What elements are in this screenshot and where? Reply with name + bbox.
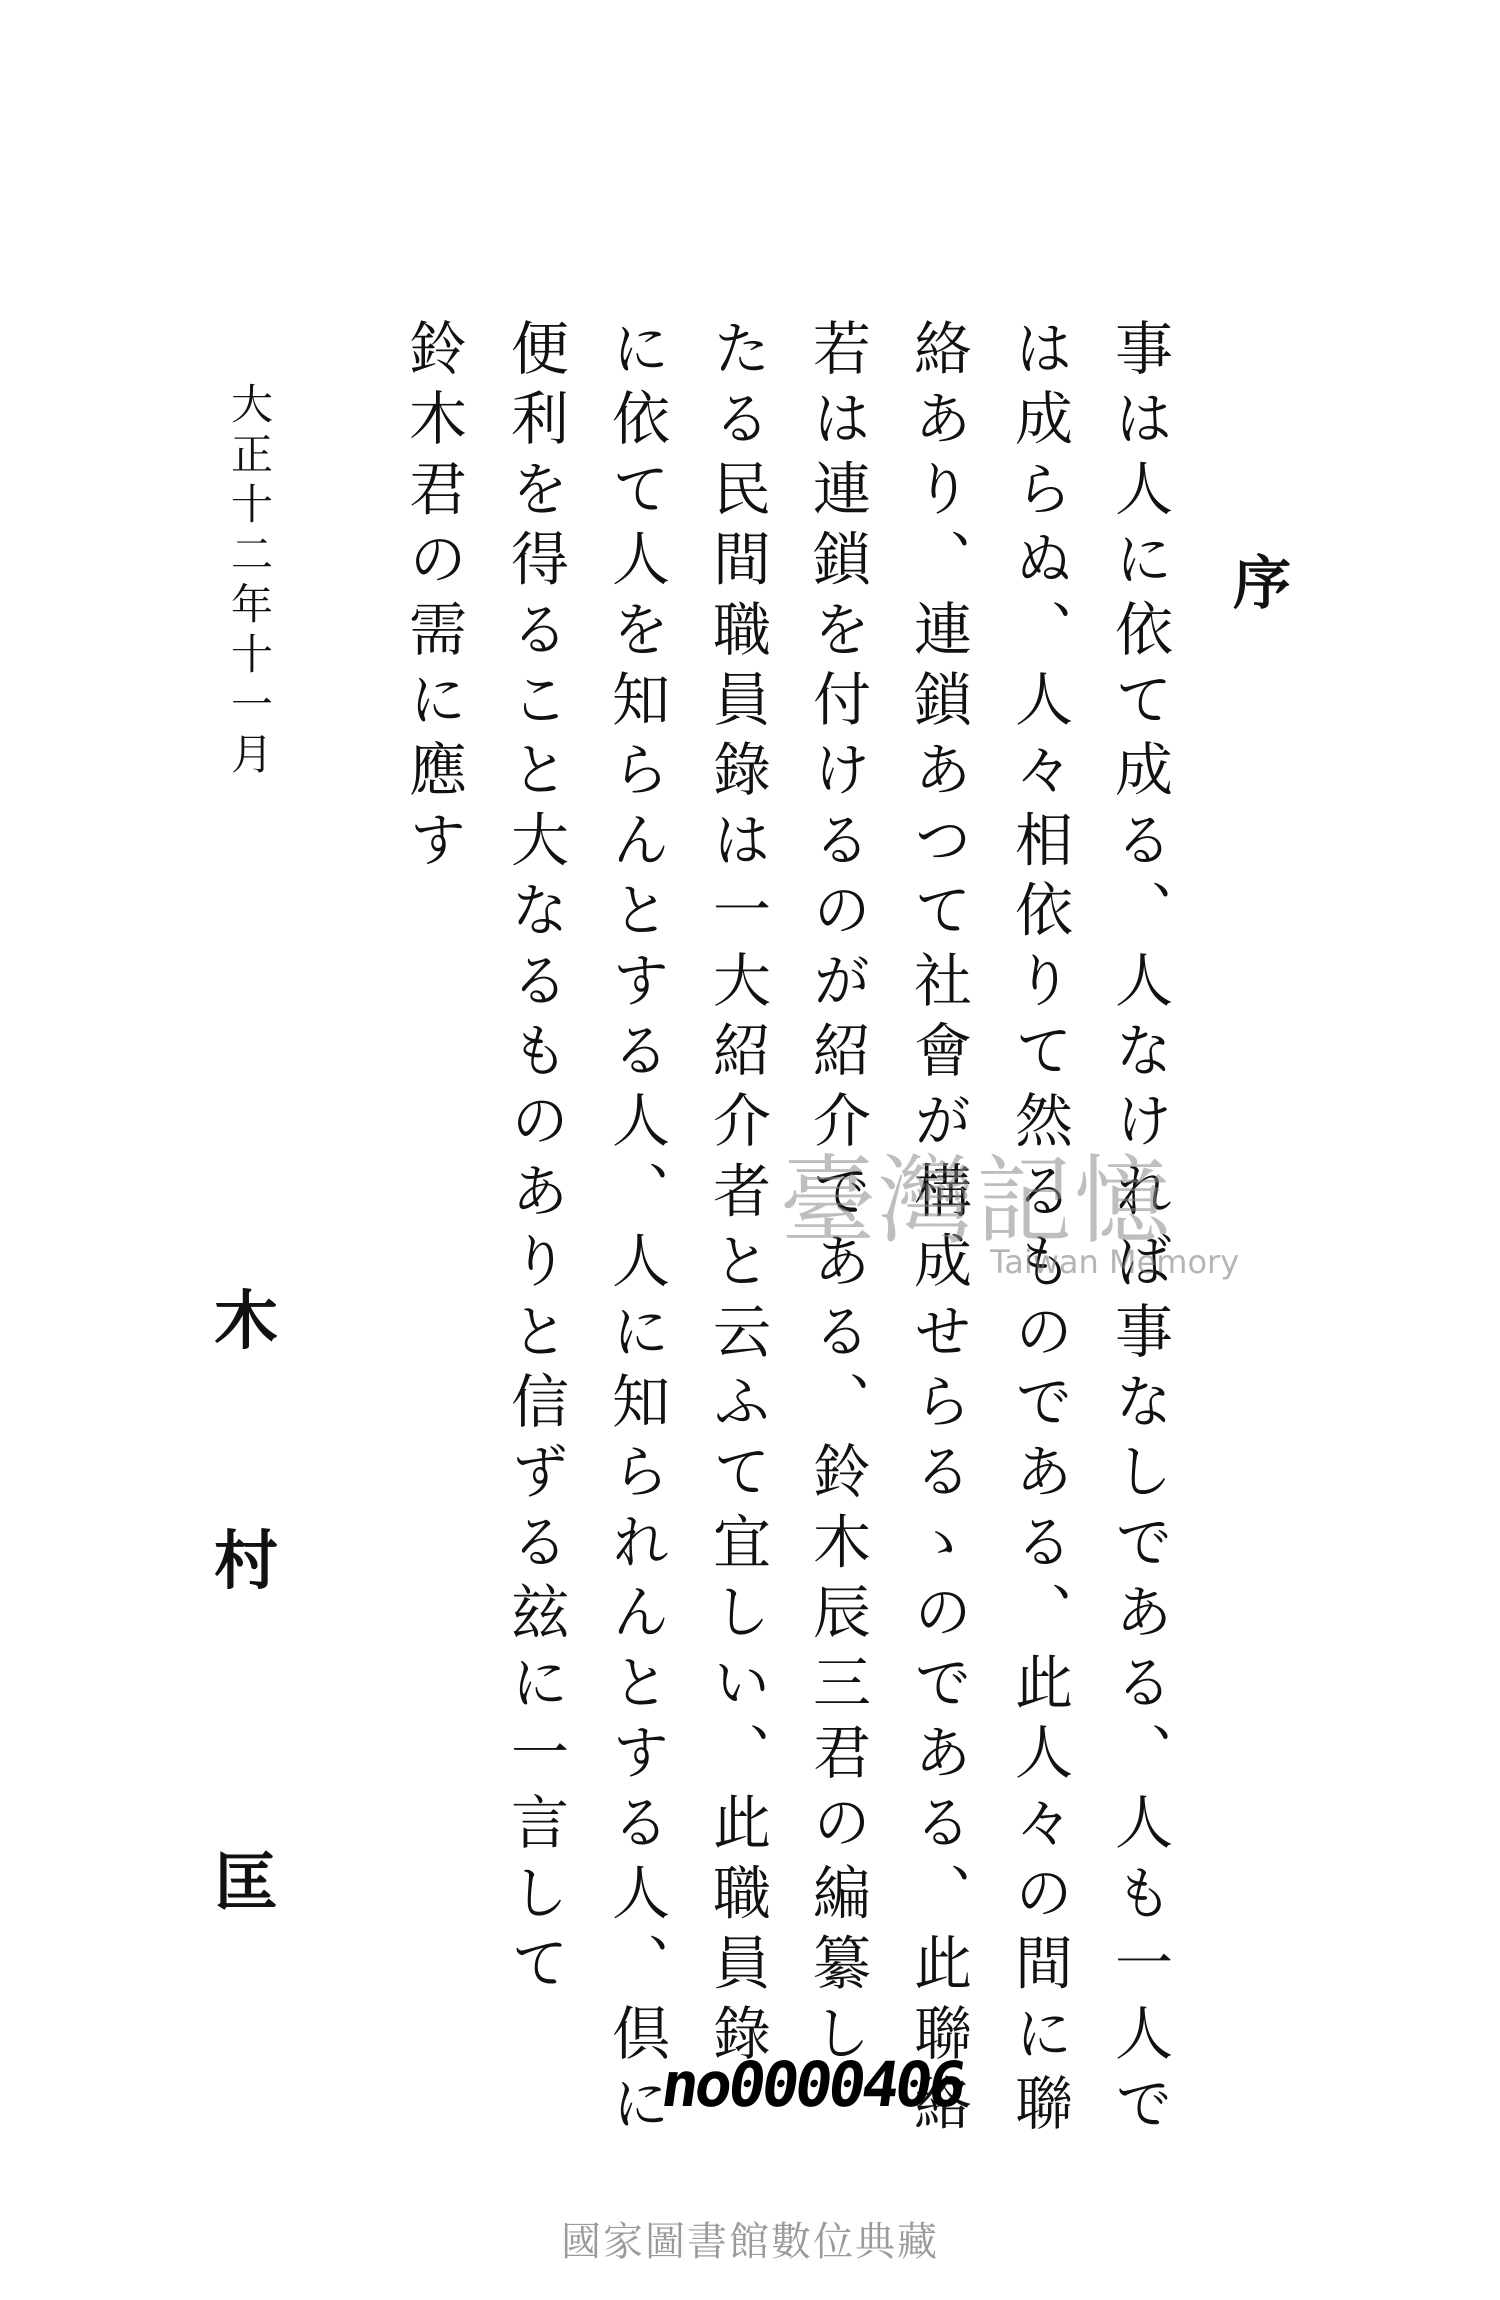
body-line: 若は連鎖を付けるのが紹介である、鈴木辰三君の編纂し: [803, 318, 871, 2073]
watermark-subtitle: Taiwan Memory: [990, 1243, 1240, 1281]
body-line: は成らぬ、人々相依りて然るものである、此人々の間に聯: [1005, 318, 1073, 2144]
body-line: たる民間職員錄は一大紹介者と云ふて宜しい、此職員錄: [703, 318, 771, 2073]
preface-heading: 序: [1223, 552, 1291, 610]
taiwan-memory-watermark: [780, 1125, 1250, 1315]
body-line: 便利を得ること大なるものありと信ずる玆に一言して: [501, 318, 569, 2003]
body-line: 事は人に依て成る、人なければ事なしである、人も一人で: [1105, 318, 1173, 2144]
signature-char: 木: [214, 1284, 278, 1359]
signature-char: 匡: [214, 1846, 278, 1921]
date-line: 大正十二年十一月: [225, 382, 274, 782]
body-line: 鈴木君の需に應す: [399, 318, 467, 880]
handwritten-catalog-number: no0000406: [656, 2048, 968, 2121]
signature-char: 村: [214, 1524, 278, 1599]
body-line: に依て人を知らんとする人、人に知られんとする人、倶に: [602, 318, 670, 2144]
library-footer: 國家圖書館數位典藏: [561, 2219, 939, 2265]
body-line: 絡あり、連鎖あつて社會が構成せらるゝのである、此聯絡: [904, 318, 972, 2144]
watermark-title: 臺灣記憶: [780, 1145, 1172, 1257]
